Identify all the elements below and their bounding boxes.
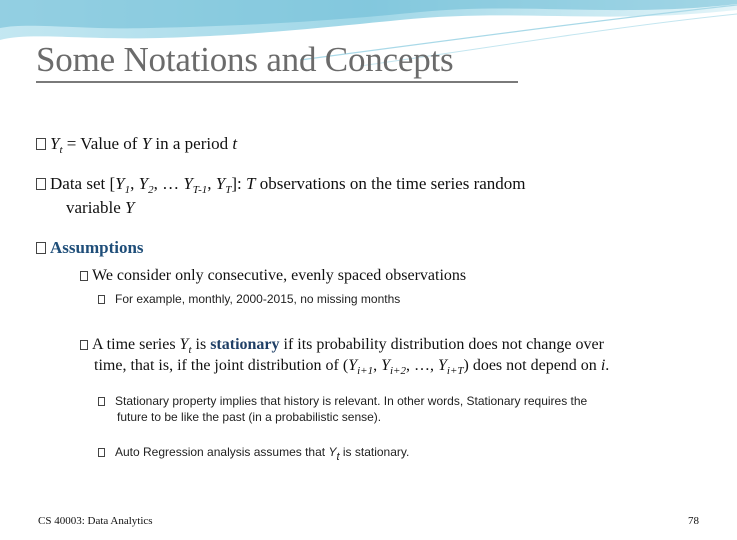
bullet-stationary: A time series $Y_t$ is stationary if its probability distribution does not change over <box>80 334 604 356</box>
bullet-yt-definition: $Y_t$ = Value of Y in a period t <box>36 133 237 155</box>
title-underline <box>36 81 518 83</box>
bullet-autoregression: Auto Regression analysis assumes that $Y_t$ is stationary. <box>98 444 409 460</box>
bullet-icon <box>80 271 88 281</box>
bullet-icon <box>98 448 105 457</box>
bullet-icon <box>80 340 88 350</box>
page-number: 78 <box>688 515 699 527</box>
footer-course: CS 40003: Data Analytics <box>38 515 153 527</box>
page-title: Some Notations and Concepts <box>36 40 454 79</box>
bullet-icon <box>98 295 105 304</box>
bullet-data-set: Data set [$Y_1$, $Y_2$, … $Y_{T-1}$, $Y_T$]: T observations on the time series random <box>36 173 526 195</box>
bullet-icon <box>36 242 46 254</box>
bullet-icon <box>36 178 46 190</box>
bullet-stationary-line2: time, that is, if the joint distribution of ($Y_{i+1}$, $Y_{i+2}$, …, $Y_{i+T}$) does not depend on i. <box>94 357 610 377</box>
bullet-consecutive: We consider only consecutive, evenly spaced observations <box>80 265 466 287</box>
bullet-stationary-history-line2: future to be like the past (in a probabilistic sense). <box>117 410 382 424</box>
bullet-icon <box>98 397 105 406</box>
bullet-stationary-history: Stationary property implies that history is relevant. In other words, Stationary requires the <box>98 393 587 409</box>
bullet-data-set-line2: variable Y <box>66 198 135 217</box>
bullet-icon <box>36 138 46 150</box>
bullet-assumptions: Assumptions <box>36 237 144 259</box>
bullet-example: For example, monthly, 2000-2015, no missing months <box>98 291 400 307</box>
